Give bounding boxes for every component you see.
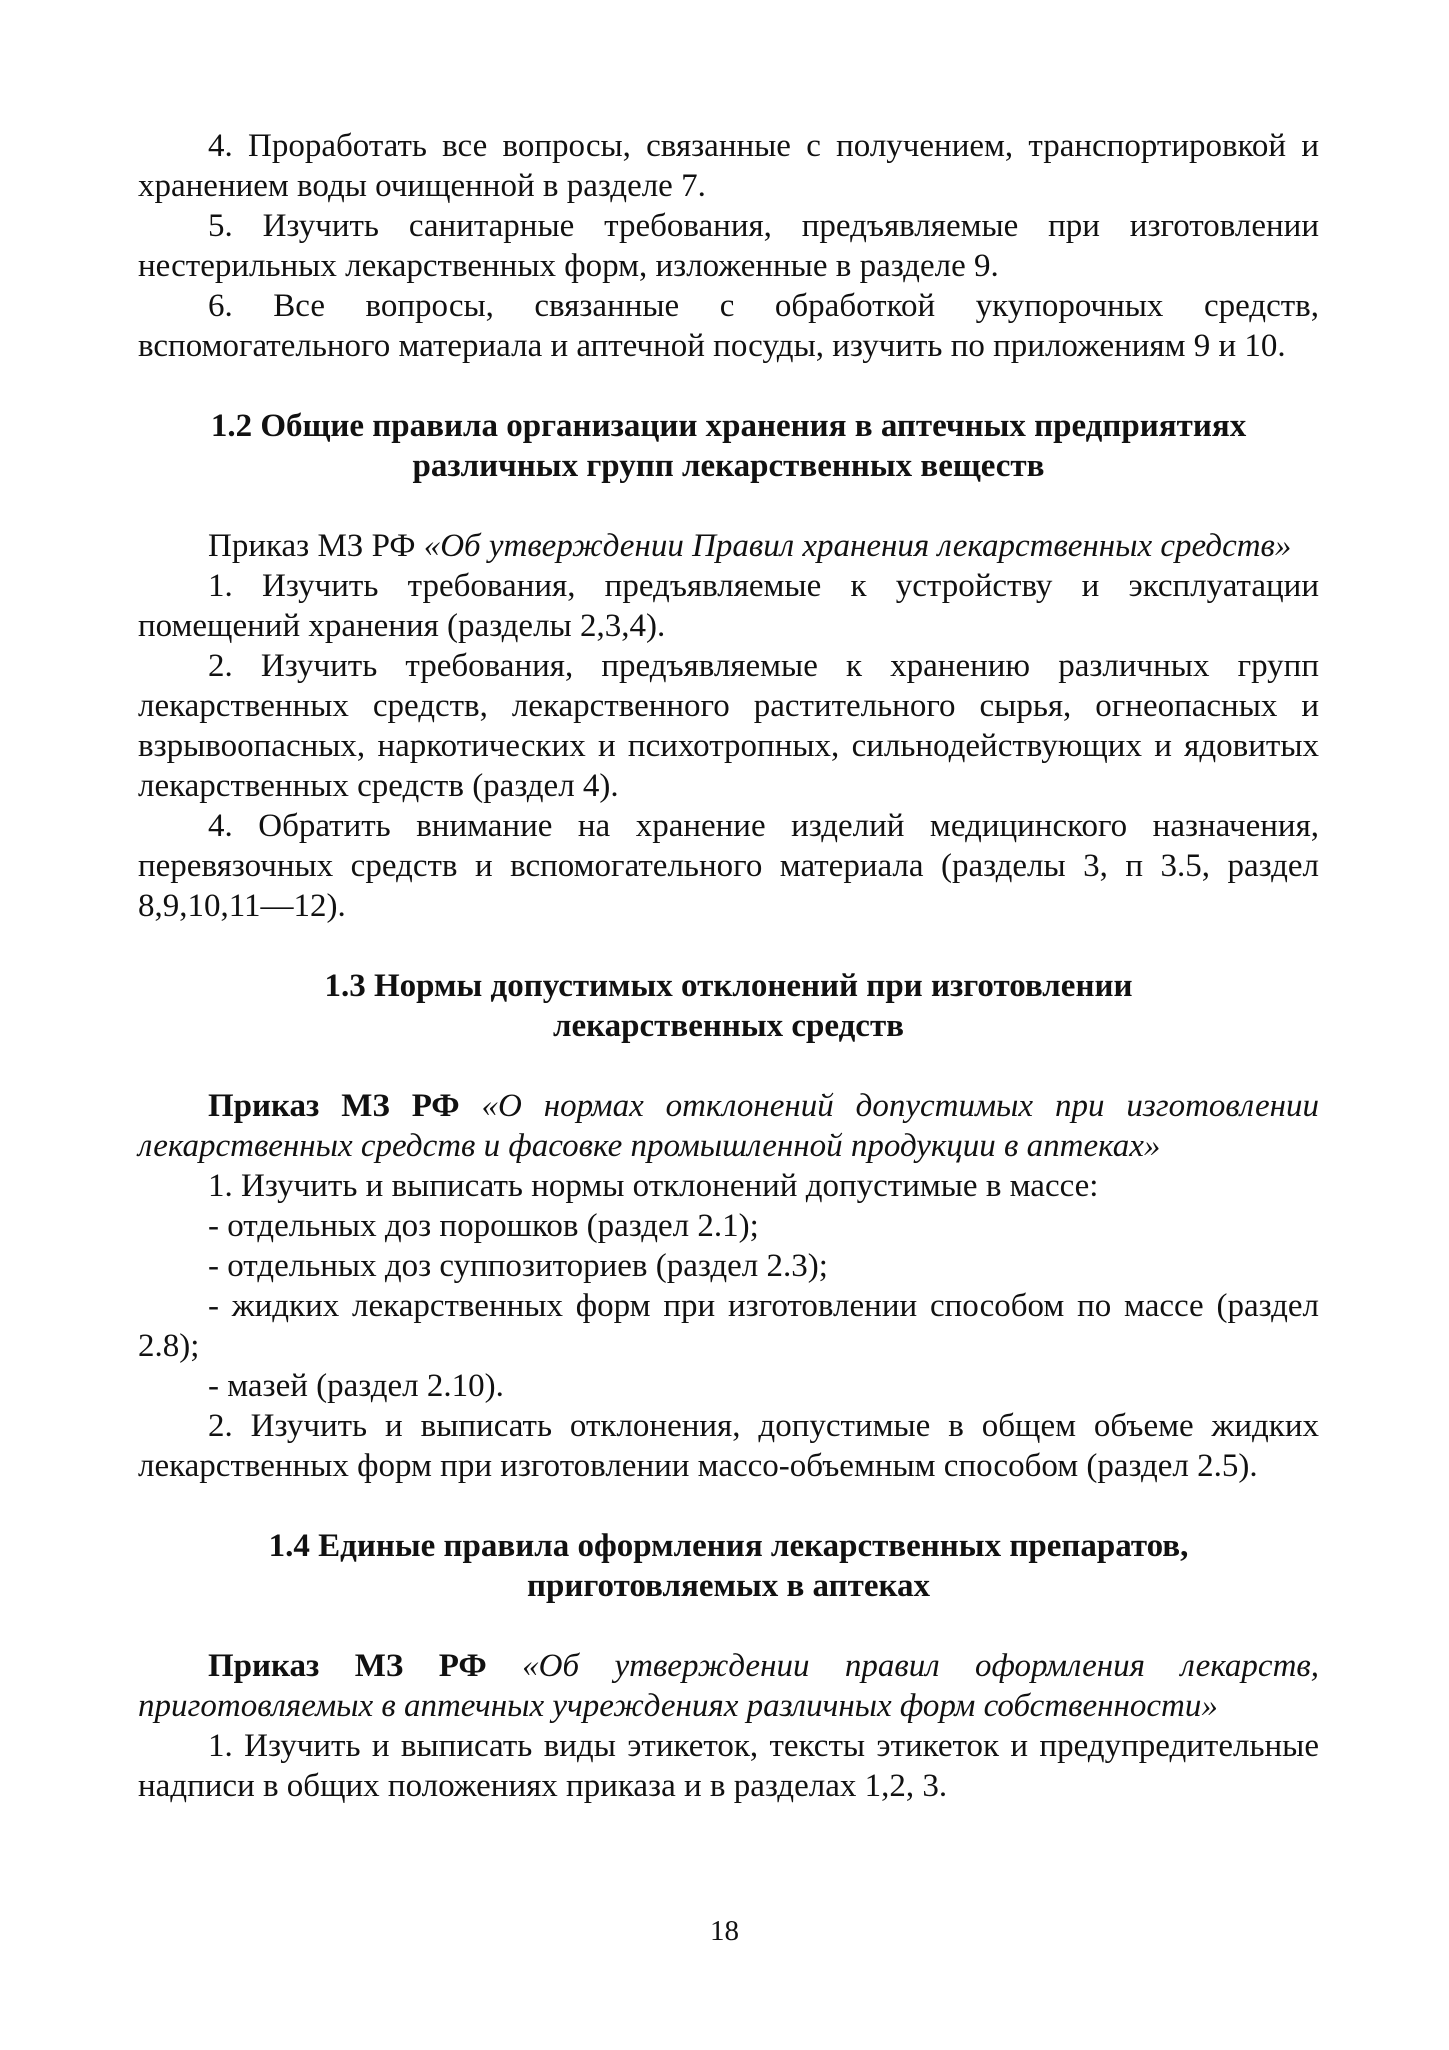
order-title: «Об утверждении правил оформления лекарств, приготовляемых в аптечных учреждениях различных форм собственности» <box>138 1648 1319 1724</box>
list-item: 1. Изучить и выписать нормы отклонений допустимые в массе: <box>208 1168 1099 1204</box>
order-reference <box>138 1646 1319 1726</box>
section-heading-line: приготовляемых в аптеках <box>527 1568 930 1604</box>
list-item: 4. Обратить внимание на хранение изделий медицинского назначения, перевязочных средств и вспомогательного материала (разделы 3, п 3.5, раздел 8,9,10,11—12). <box>138 808 1319 924</box>
section-heading-line: 1.2 Общие правила организации хранения в аптечных предприятиях <box>210 408 1247 444</box>
intro-item: 6. Все вопросы, связанные с обработкой укупорочных средств, вспомогательного материала и аптечной посуды, изучить по приложениям 9 и 10. <box>138 288 1319 364</box>
order-reference <box>138 526 1319 566</box>
order-reference <box>138 1086 1319 1166</box>
order-prefix: Приказ МЗ РФ <box>208 1648 523 1684</box>
order-title: «О нормах отклонений допустимых при изготовлении лекарственных средств и фасовке промышленной продукции в аптеках» <box>138 1088 1319 1164</box>
list-item: 2. Изучить требования, предъявляемые к хранению различных групп лекарственных средств, лекарственного растительного сырья, огнеопасных и взрывоопасных, наркотических и психотропных, сильнодействующих и ядовитых лекарственных средств (раздел 4). <box>138 648 1319 804</box>
list-item: 2. Изучить и выписать отклонения, допустимые в общем объеме жидких лекарственных форм при изготовлении массо-объемным способом (раздел 2.5). <box>138 1408 1319 1484</box>
section-heading-line: 1.3 Нормы допустимых отклонений при изготовлении <box>324 968 1133 1004</box>
page-number: 18 <box>710 1915 739 1947</box>
order-prefix: Приказ МЗ РФ <box>208 528 424 564</box>
list-item: 1. Изучить и выписать виды этикеток, тексты этикеток и предупредительные надписи в общих положениях приказа и в разделах 1,2, 3. <box>138 1728 1319 1804</box>
section-heading-line: 1.4 Единые правила оформления лекарственных препаратов, <box>268 1528 1189 1564</box>
list-item: - жидких лекарственных форм при изготовлении способом по массе (раздел 2.8); <box>138 1288 1319 1364</box>
section-heading <box>138 966 1319 1046</box>
order-prefix: Приказ МЗ РФ <box>208 1088 482 1124</box>
section-heading-line: лекарственных средств <box>553 1008 904 1044</box>
list-item: - отдельных доз порошков (раздел 2.1); <box>208 1208 759 1244</box>
list-item: 1. Изучить требования, предъявляемые к устройству и эксплуатации помещений хранения (разделы 2,3,4). <box>138 568 1319 644</box>
section-heading <box>138 1526 1319 1606</box>
intro-item: 5. Изучить санитарные требования, предъявляемые при изготовлении нестерильных лекарственных форм, изложенные в разделе 9. <box>138 208 1319 284</box>
intro-item: 4. Проработать все вопросы, связанные с получением, транспортировкой и хранением воды очищенной в разделе 7. <box>138 128 1319 204</box>
order-title: «Об утверждении Правил хранения лекарственных средств» <box>423 528 1292 564</box>
section-heading <box>138 406 1319 486</box>
list-item: - мазей (раздел 2.10). <box>208 1368 504 1404</box>
list-item: - отдельных доз суппозиториев (раздел 2.3); <box>208 1248 828 1284</box>
section-heading-line: различных групп лекарственных веществ <box>412 448 1045 484</box>
